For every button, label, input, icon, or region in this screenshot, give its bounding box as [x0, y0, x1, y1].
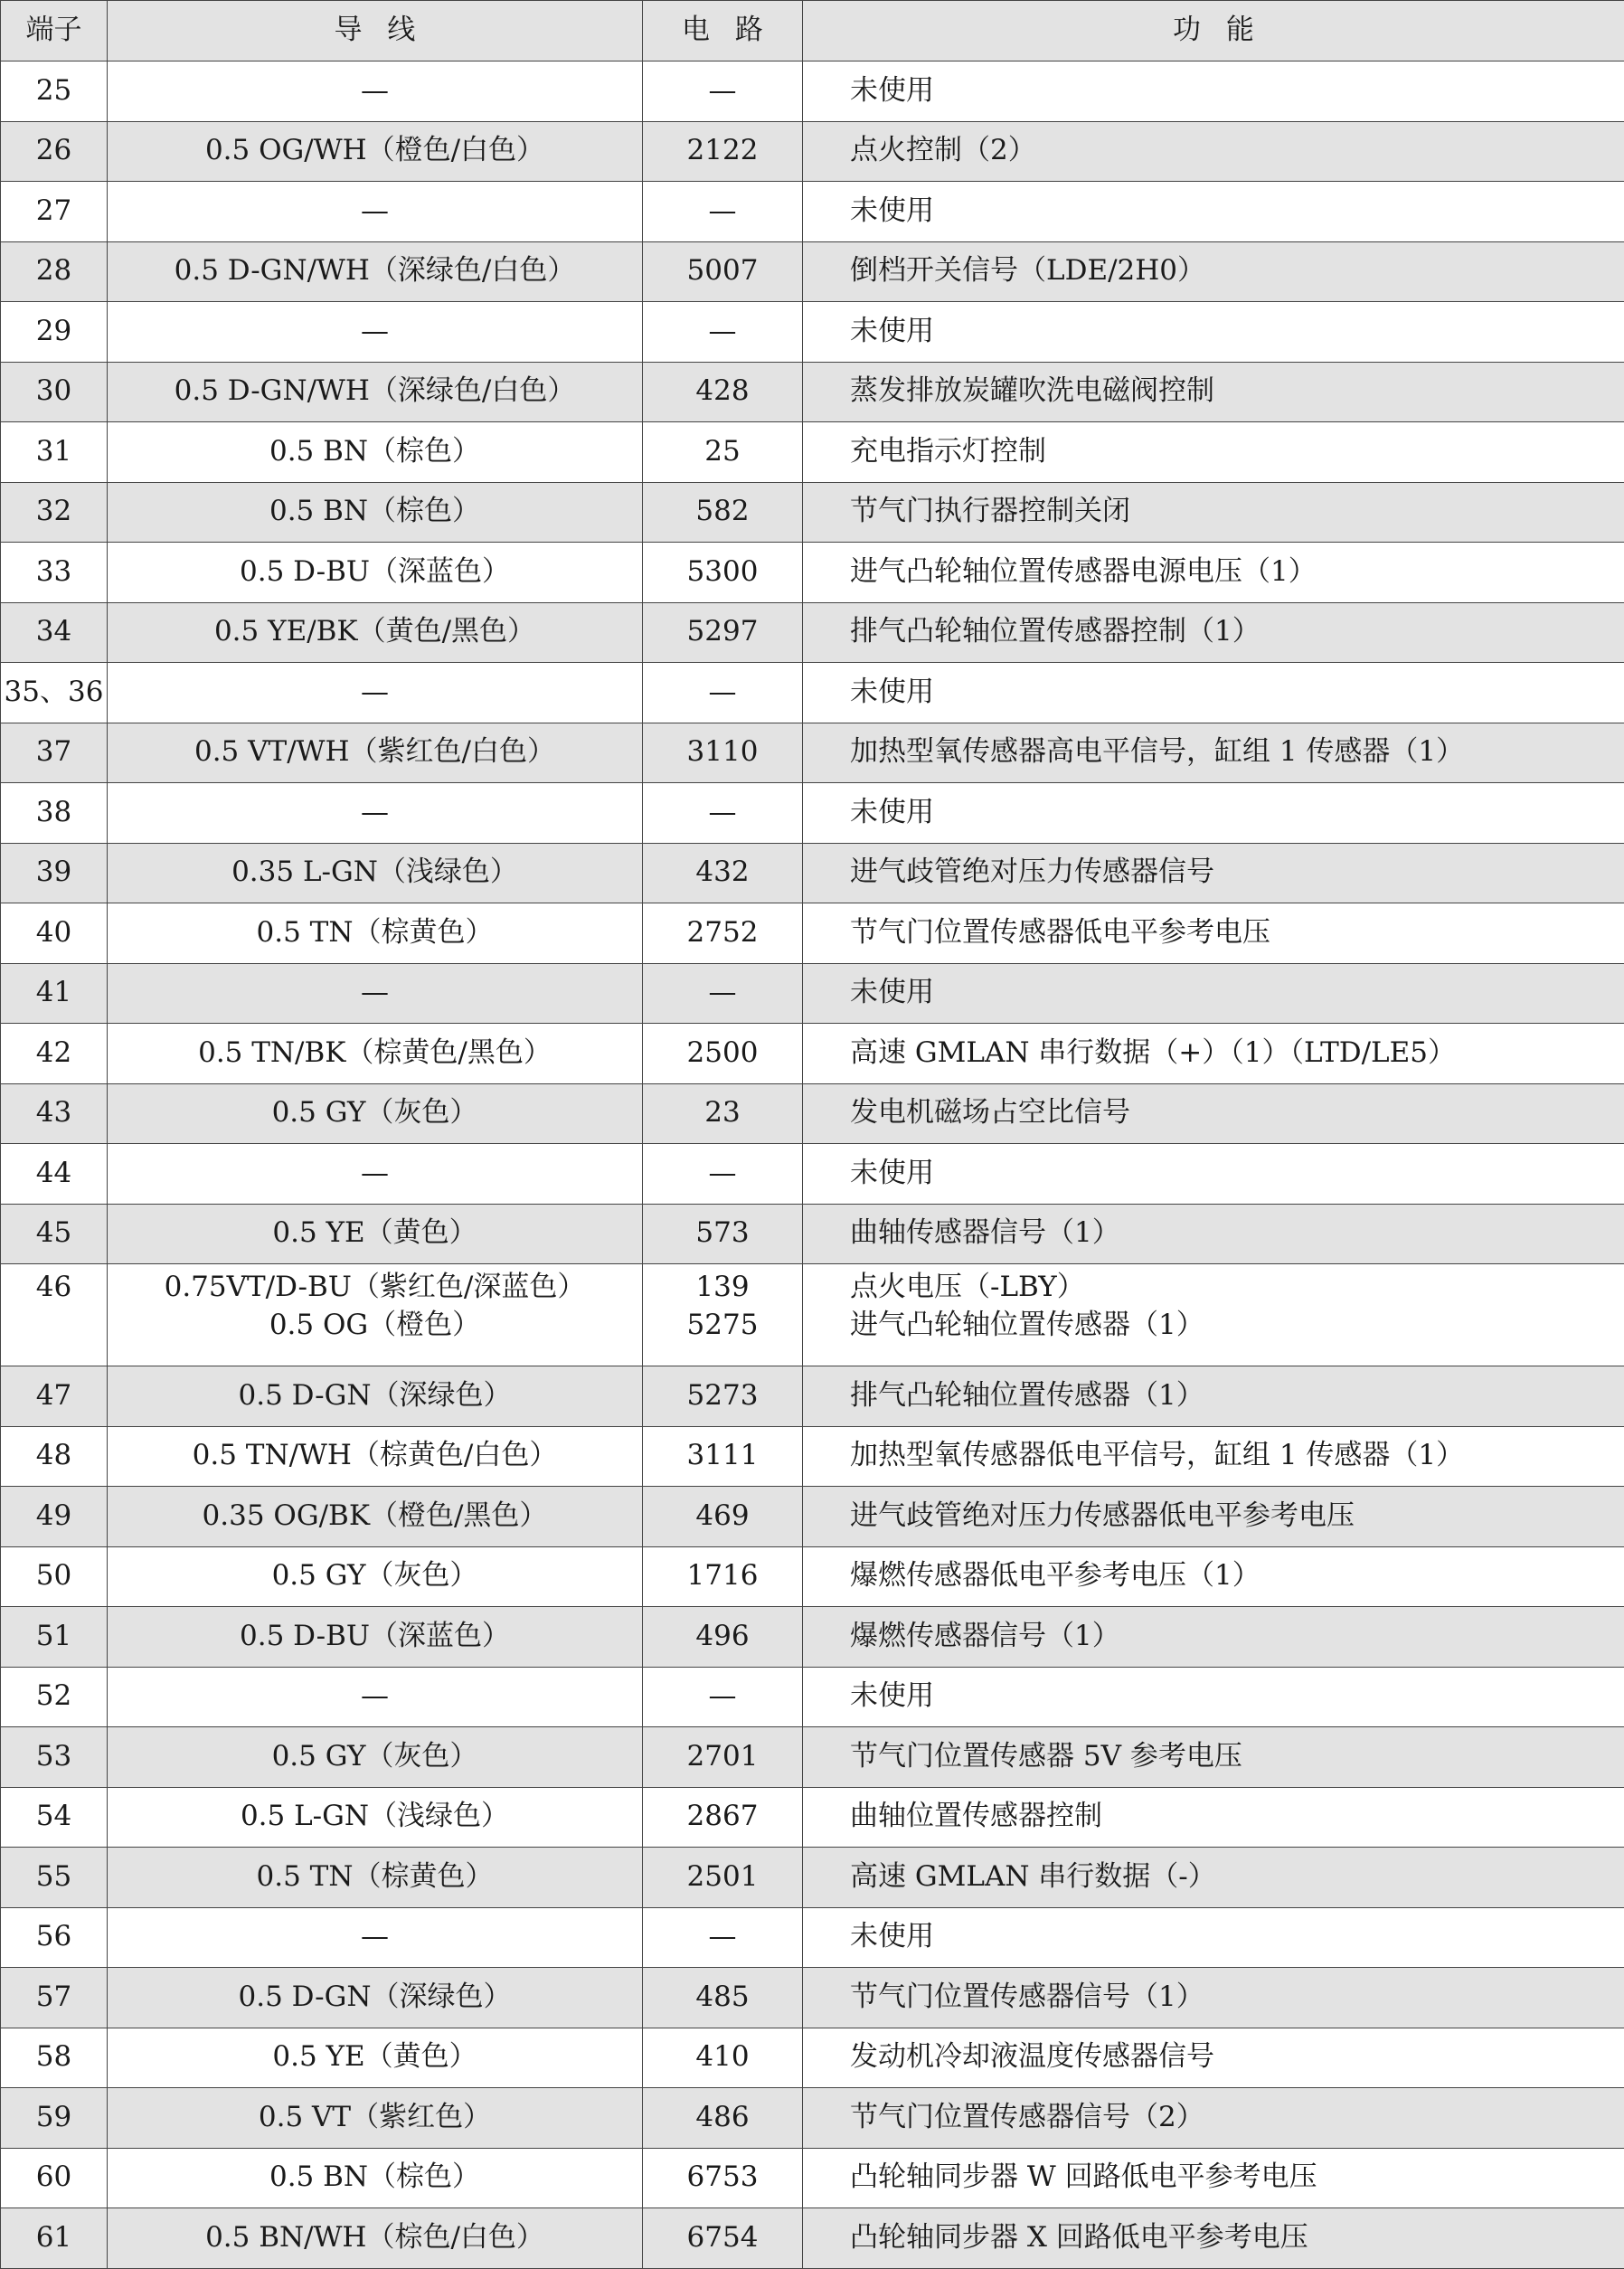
function-cell: 未使用 — [803, 963, 1624, 1024]
wire-cell: 0.5 D-BU（深蓝色） — [108, 1607, 643, 1668]
wire-cell: 0.5 YE（黄色） — [108, 1204, 643, 1264]
table-row — [1, 843, 1624, 903]
terminal-cell: 34 — [1, 602, 108, 663]
table-row — [1, 783, 1624, 844]
function-cell: 未使用 — [803, 61, 1624, 122]
terminal-cell: 60 — [1, 2148, 108, 2208]
wire-cell: 0.5 TN/WH（棕黄色/白色） — [108, 1426, 643, 1487]
wire-cell: 0.5 YE/BK（黄色/黑色） — [108, 602, 643, 663]
table-row — [1, 1787, 1624, 1848]
table-row — [1, 121, 1624, 182]
circuit-cell: 1716 — [643, 1546, 803, 1607]
table-row — [1, 1546, 1624, 1607]
function-cell: 发电机磁场占空比信号 — [803, 1083, 1624, 1144]
table-row — [1, 663, 1624, 723]
circuit-cell: — — [643, 783, 803, 844]
terminal-cell: 30 — [1, 362, 108, 422]
function-cell: 高速 GMLAN 串行数据（+）（1）（LTD/LE5） — [803, 1024, 1624, 1084]
table-row — [1, 1968, 1624, 2028]
table-row — [1, 1907, 1624, 1968]
function-cell: 点火电压（-LBY） 进气凸轮轴位置传感器（1） — [803, 1264, 1624, 1366]
table-row — [1, 903, 1624, 964]
terminal-cell: 33 — [1, 543, 108, 603]
circuit-cell: 469 — [643, 1487, 803, 1547]
header-wire: 导线 — [108, 1, 643, 61]
function-cell: 未使用 — [803, 1667, 1624, 1727]
header-function: 功能 — [803, 1, 1624, 61]
terminal-cell: 54 — [1, 1787, 108, 1848]
terminal-cell: 27 — [1, 182, 108, 242]
circuit-cell: 2500 — [643, 1024, 803, 1084]
circuit-cell: 3111 — [643, 1426, 803, 1487]
terminal-cell: 28 — [1, 241, 108, 302]
function-cell: 加热型氧传感器高电平信号，缸组 1 传感器（1） — [803, 723, 1624, 783]
function-cell: 未使用 — [803, 182, 1624, 242]
header-terminal: 端子 — [1, 1, 108, 61]
table-body — [1, 61, 1624, 2269]
wire-cell: 0.5 D-GN/WH（深绿色/白色） — [108, 241, 643, 302]
table-row — [1, 2028, 1624, 2088]
terminal-cell: 35、36 — [1, 663, 108, 723]
table-row — [1, 963, 1624, 1024]
table-row — [1, 1264, 1624, 1366]
wire-cell: 0.5 D-GN（深绿色） — [108, 1968, 643, 2028]
circuit-cell: 2752 — [643, 903, 803, 964]
table-row — [1, 1083, 1624, 1144]
table-row — [1, 602, 1624, 663]
circuit-cell: 432 — [643, 843, 803, 903]
terminal-cell: 58 — [1, 2028, 108, 2088]
wire-cell: 0.5 GY（灰色） — [108, 1727, 643, 1788]
table-row — [1, 302, 1624, 363]
circuit-cell: 582 — [643, 482, 803, 543]
circuit-cell: 2701 — [643, 1727, 803, 1788]
circuit-cell: 5300 — [643, 543, 803, 603]
wire-cell: — — [108, 302, 643, 363]
table-row — [1, 362, 1624, 422]
function-cell: 曲轴位置传感器控制 — [803, 1787, 1624, 1848]
table-row — [1, 2088, 1624, 2149]
circuit-cell: 2501 — [643, 1848, 803, 1908]
circuit-cell: — — [643, 1907, 803, 1968]
table-row — [1, 1144, 1624, 1205]
table-row — [1, 1607, 1624, 1668]
table-row — [1, 1204, 1624, 1264]
wire-cell: — — [108, 1144, 643, 1205]
circuit-cell: 5007 — [643, 241, 803, 302]
terminal-cell: 26 — [1, 121, 108, 182]
circuit-cell: 573 — [643, 1204, 803, 1264]
table-row — [1, 1727, 1624, 1788]
circuit-cell: 2122 — [643, 121, 803, 182]
table-row — [1, 1366, 1624, 1427]
function-cell: 曲轴传感器信号（1） — [803, 1204, 1624, 1264]
wire-cell: — — [108, 783, 643, 844]
wire-cell: 0.5 VT/WH（紫红色/白色） — [108, 723, 643, 783]
terminal-cell: 31 — [1, 422, 108, 483]
wire-cell: 0.5 GY（灰色） — [108, 1546, 643, 1607]
terminal-cell: 38 — [1, 783, 108, 844]
circuit-cell: — — [643, 1667, 803, 1727]
function-cell: 节气门位置传感器低电平参考电压 — [803, 903, 1624, 964]
wire-cell: 0.5 L-GN（浅绿色） — [108, 1787, 643, 1848]
circuit-cell: 139 5275 — [643, 1264, 803, 1366]
function-cell: 未使用 — [803, 663, 1624, 723]
circuit-cell: 23 — [643, 1083, 803, 1144]
table-row — [1, 482, 1624, 543]
table-row — [1, 422, 1624, 483]
circuit-cell: 5273 — [643, 1366, 803, 1427]
wire-cell: 0.35 OG/BK（橙色/黑色） — [108, 1487, 643, 1547]
terminal-cell: 45 — [1, 1204, 108, 1264]
wire-cell: 0.75VT/D-BU（紫红色/深蓝色） 0.5 OG（橙色） — [108, 1264, 643, 1366]
function-cell: 未使用 — [803, 1907, 1624, 1968]
function-cell: 倒档开关信号（LDE/2H0） — [803, 241, 1624, 302]
function-cell: 进气歧管绝对压力传感器信号 — [803, 843, 1624, 903]
table-row — [1, 61, 1624, 122]
terminal-cell: 40 — [1, 903, 108, 964]
terminal-cell: 49 — [1, 1487, 108, 1547]
terminal-cell: 47 — [1, 1366, 108, 1427]
table-row — [1, 241, 1624, 302]
function-cell: 发动机冷却液温度传感器信号 — [803, 2028, 1624, 2088]
circuit-cell: — — [643, 1144, 803, 1205]
circuit-cell: 6753 — [643, 2148, 803, 2208]
circuit-cell: 2867 — [643, 1787, 803, 1848]
terminal-cell: 43 — [1, 1083, 108, 1144]
function-cell: 节气门执行器控制关闭 — [803, 482, 1624, 543]
circuit-cell: 428 — [643, 362, 803, 422]
wire-cell: — — [108, 182, 643, 242]
circuit-cell: — — [643, 182, 803, 242]
function-cell: 爆燃传感器信号（1） — [803, 1607, 1624, 1668]
wire-cell: 0.5 TN（棕黄色） — [108, 1848, 643, 1908]
wire-cell: 0.5 D-GN/WH（深绿色/白色） — [108, 362, 643, 422]
terminal-cell: 39 — [1, 843, 108, 903]
terminal-cell: 57 — [1, 1968, 108, 2028]
wire-cell: 0.5 GY（灰色） — [108, 1083, 643, 1144]
function-cell: 排气凸轮轴位置传感器控制（1） — [803, 602, 1624, 663]
terminal-cell: 55 — [1, 1848, 108, 1908]
terminal-cell: 48 — [1, 1426, 108, 1487]
circuit-cell: 25 — [643, 422, 803, 483]
wire-cell: — — [108, 1907, 643, 1968]
circuit-cell: 496 — [643, 1607, 803, 1668]
function-cell: 排气凸轮轴位置传感器（1） — [803, 1366, 1624, 1427]
circuit-cell: — — [643, 663, 803, 723]
function-cell: 进气歧管绝对压力传感器低电平参考电压 — [803, 1487, 1624, 1547]
function-cell: 节气门位置传感器信号（2） — [803, 2088, 1624, 2149]
circuit-cell: — — [643, 61, 803, 122]
terminal-cell: 25 — [1, 61, 108, 122]
function-cell: 未使用 — [803, 783, 1624, 844]
table-row — [1, 543, 1624, 603]
circuit-cell: — — [643, 963, 803, 1024]
circuit-cell: 3110 — [643, 723, 803, 783]
function-cell: 凸轮轴同步器 W 回路低电平参考电压 — [803, 2148, 1624, 2208]
terminal-cell: 32 — [1, 482, 108, 543]
wire-cell: 0.5 OG/WH（橙色/白色） — [108, 121, 643, 182]
function-cell: 蒸发排放炭罐吹洗电磁阀控制 — [803, 362, 1624, 422]
table-row — [1, 2208, 1624, 2269]
function-cell: 点火控制（2） — [803, 121, 1624, 182]
table-row — [1, 723, 1624, 783]
table-row — [1, 182, 1624, 242]
function-cell: 节气门位置传感器信号（1） — [803, 1968, 1624, 2028]
function-cell: 节气门位置传感器 5V 参考电压 — [803, 1727, 1624, 1788]
table-row — [1, 1426, 1624, 1487]
function-cell: 未使用 — [803, 302, 1624, 363]
function-cell: 高速 GMLAN 串行数据（-） — [803, 1848, 1624, 1908]
terminal-cell: 29 — [1, 302, 108, 363]
wire-cell: 0.5 D-BU（深蓝色） — [108, 543, 643, 603]
function-cell: 充电指示灯控制 — [803, 422, 1624, 483]
terminal-cell: 51 — [1, 1607, 108, 1668]
terminal-cell: 56 — [1, 1907, 108, 1968]
terminal-cell: 53 — [1, 1727, 108, 1788]
table-row — [1, 1024, 1624, 1084]
wire-cell: — — [108, 963, 643, 1024]
circuit-cell: 485 — [643, 1968, 803, 2028]
wire-cell: 0.5 TN/BK（棕黄色/黑色） — [108, 1024, 643, 1084]
terminal-cell: 42 — [1, 1024, 108, 1084]
table-row — [1, 1667, 1624, 1727]
table-header-row — [1, 1, 1624, 61]
circuit-cell: 410 — [643, 2028, 803, 2088]
circuit-cell: 5297 — [643, 602, 803, 663]
wire-cell: — — [108, 1667, 643, 1727]
circuit-cell: 6754 — [643, 2208, 803, 2269]
wire-cell: 0.5 VT（紫红色） — [108, 2088, 643, 2149]
wire-cell: 0.5 BN（棕色） — [108, 482, 643, 543]
wire-cell: 0.5 BN（棕色） — [108, 422, 643, 483]
wire-cell: — — [108, 663, 643, 723]
table-row — [1, 2148, 1624, 2208]
table-row — [1, 1848, 1624, 1908]
terminal-cell: 46 — [1, 1264, 108, 1366]
terminal-cell: 52 — [1, 1667, 108, 1727]
wire-cell: — — [108, 61, 643, 122]
terminal-cell: 50 — [1, 1546, 108, 1607]
terminal-cell: 59 — [1, 2088, 108, 2149]
wire-cell: 0.5 D-GN（深绿色） — [108, 1366, 643, 1427]
terminal-cell: 61 — [1, 2208, 108, 2269]
wire-cell: 0.5 TN（棕黄色） — [108, 903, 643, 964]
wire-cell: 0.5 BN（棕色） — [108, 2148, 643, 2208]
header-circuit: 电路 — [643, 1, 803, 61]
function-cell: 爆燃传感器低电平参考电压（1） — [803, 1546, 1624, 1607]
function-cell: 未使用 — [803, 1144, 1624, 1205]
terminal-cell: 44 — [1, 1144, 108, 1205]
terminal-cell: 41 — [1, 963, 108, 1024]
wire-cell: 0.35 L-GN（浅绿色） — [108, 843, 643, 903]
circuit-cell: 486 — [643, 2088, 803, 2149]
function-cell: 进气凸轮轴位置传感器电源电压（1） — [803, 543, 1624, 603]
function-cell: 凸轮轴同步器 X 回路低电平参考电压 — [803, 2208, 1624, 2269]
table-row — [1, 1487, 1624, 1547]
wire-cell: 0.5 BN/WH（棕色/白色） — [108, 2208, 643, 2269]
function-cell: 加热型氧传感器低电平信号，缸组 1 传感器（1） — [803, 1426, 1624, 1487]
circuit-cell: — — [643, 302, 803, 363]
wire-cell: 0.5 YE（黄色） — [108, 2028, 643, 2088]
terminal-cell: 37 — [1, 723, 108, 783]
